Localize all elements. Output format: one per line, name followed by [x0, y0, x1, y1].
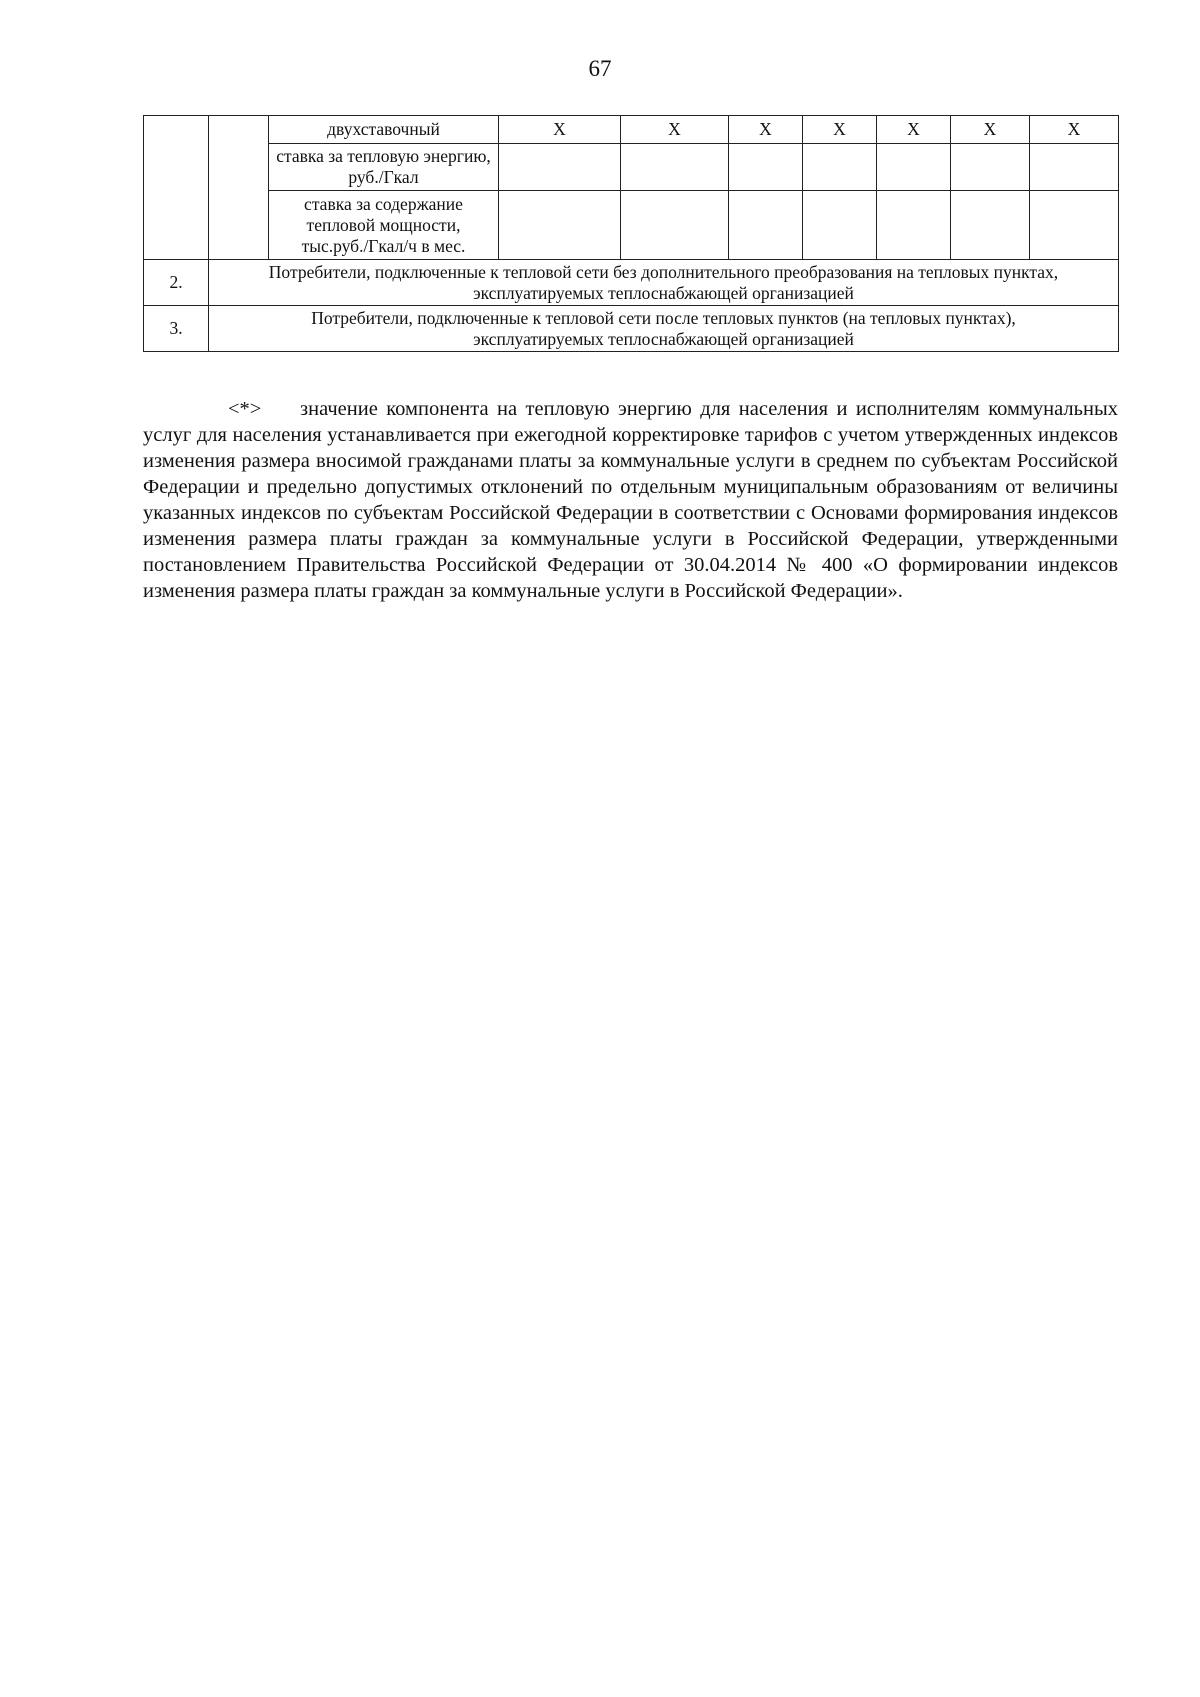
page-number: 67: [588, 56, 612, 81]
row-label: двухставочный: [269, 116, 499, 144]
empty-cell: [621, 191, 729, 260]
empty-cell: [951, 191, 1030, 260]
x-mark: X: [877, 116, 951, 144]
empty-cell: [803, 191, 877, 260]
x-mark: X: [729, 116, 803, 144]
tariff-table: [143, 115, 1119, 352]
table-row-3: [144, 306, 1119, 352]
empty-cell: [877, 191, 951, 260]
empty-cell: [1030, 191, 1119, 260]
x-mark: X: [951, 116, 1030, 144]
x-mark: X: [803, 116, 877, 144]
x-mark: X: [621, 116, 729, 144]
table-row-energy-rate: [144, 144, 1119, 191]
empty-cell: [499, 144, 621, 191]
empty-cell: [1030, 144, 1119, 191]
row-description: Потребители, подключенные к тепловой сети после тепловых пунктов (на тепловых пунктах), эксплуатируемых теплоснабжающей организацией: [209, 306, 1119, 352]
x-mark: X: [499, 116, 621, 144]
row-label: ставка за содержание тепловой мощности, тыс.руб./Гкал/ч в мес.: [269, 191, 499, 260]
empty-cell: [729, 144, 803, 191]
footnote: [143, 396, 1118, 604]
table-row-2: [144, 260, 1119, 306]
empty-number-cell: [144, 116, 209, 260]
row-description: Потребители, подключенные к тепловой сети без дополнительного преобразования на тепловых пунктах, эксплуатируемых теплоснабжающей организацией: [209, 260, 1119, 306]
empty-cell: [951, 144, 1030, 191]
empty-cell: [803, 144, 877, 191]
x-mark: X: [1030, 116, 1119, 144]
empty-cell: [621, 144, 729, 191]
table-row-two-part: [144, 116, 1119, 144]
footnote-text: значение компонента на тепловую энергию для населения и исполнителям коммунальных услуг для населения устанавливается при ежегодной корректировке тарифов с учетом утвержденных индексов изменения размера вносимой гражданами платы за коммунальные услуги в среднем по субъектам Российской Федерации и предельно допустимых отклонений по отдельным муниципальным образованиям от величины указанных индексов по субъектам Российской Федерации в соответствии с Основами формирования индексов изменения размера платы граждан за коммунальные услуги в Российской Федерации, утвержденными постановлением Правительства Российской Федерации от 30.04.2014 № 400 «О формировании индексов изменения размера платы граждан за коммунальные услуги в Российской Федерации».: [143, 398, 1118, 602]
row-label: ставка за тепловую энергию, руб./Гкал: [269, 144, 499, 191]
row-number: 2.: [144, 260, 209, 306]
footnote-marker: <*>: [228, 398, 262, 420]
table-row-capacity-rate: [144, 191, 1119, 260]
empty-cell: [499, 191, 621, 260]
empty-cell: [729, 191, 803, 260]
row-number: 3.: [144, 306, 209, 352]
empty-cell: [209, 116, 269, 260]
empty-cell: [877, 144, 951, 191]
